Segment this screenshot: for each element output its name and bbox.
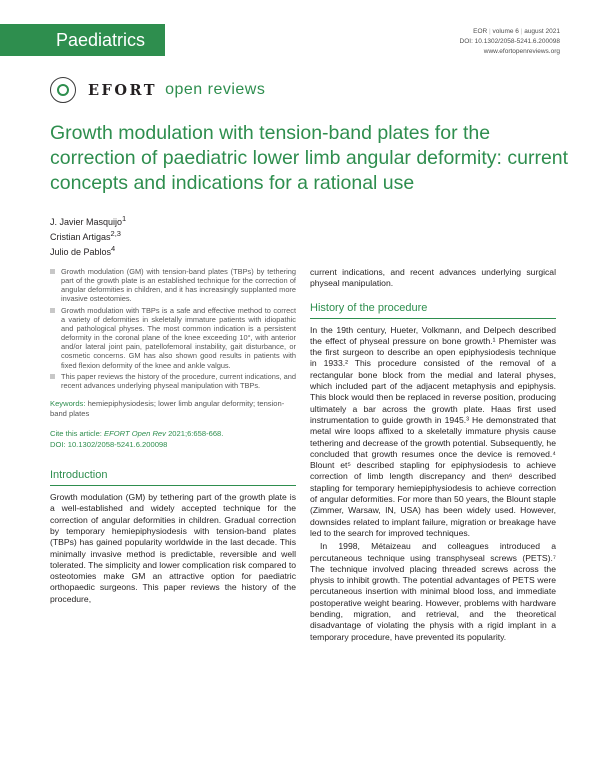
bullet-square-icon [50,269,55,274]
meta-separator: | [520,28,525,35]
journal-date: august 2021 [524,28,560,35]
efort-logo-icon [50,77,76,103]
section-rule [310,318,556,319]
author: Cristian Artigas$^{2,3}$ [50,229,121,242]
header-doi: DOI: 10.1302/2058-5241.6.200098 [459,38,560,45]
cite-details: 2021;6:658-668. [168,429,224,439]
key-point: This paper reviews the history of the procedure, current indications, and recent advances underlying physeal manipulation with TBPs. [50,372,296,390]
history-heading: History of the procedure [310,301,428,314]
keywords [50,399,296,418]
journal-issue-line [460,27,560,37]
introduction-continued: current indications, and recent advances underlying surgical physeal manipulation. [310,267,556,289]
article-title: Growth modulation with tension-band plates for the correction of paediatric lower limb angular deformity: current concepts and indications for a rational use [50,122,569,194]
journal-website: www.efortopenreviews.org [483,48,560,55]
introduction-section [50,468,296,605]
journal-brand [50,77,265,103]
bullet-square-icon [50,308,55,313]
author-list [50,213,126,258]
left-column [50,267,296,605]
cite-prefix: Cite this article: [50,429,102,439]
journal-volume: volume 6 [492,28,519,35]
journal-meta [460,27,560,57]
journal-short: EOR [473,28,488,35]
history-section [310,301,556,643]
cite-doi: DOI: 10.1302/2058-5241.6.200098 [50,439,168,449]
meta-separator: | [489,28,493,35]
brand-efort: EFORT [88,81,158,99]
key-point: Growth modulation with TBPs is a safe and effective method to correct a variety of deformities in skeletally immature patients with idiopathic and pathological physes. The most common indication is a persistent deformity in the coronal plane of the knee exceeding 10°, with anterior and/or lateral joint pain, patellofemoral instability, gait disturbance, or cosmetic concerns. GM has also shown good results in patients with fixed flexion deformity of the knee and ankle valgus. [50,306,296,370]
cite-line [50,429,296,440]
key-point: Growth modulation (GM) with tension-band plates (TBPs) by tethering part of the growth plate is an established technique for the correction of angular deformities in children, and it has increasingly supplanted more invasive osteotomies. [50,267,296,304]
history-paragraph: In the 19th century, Hueter, Volkmann, and Delpech described the effect of physeal pressure on bone growth.¹ Phemister was the first surgeon to describe an open epiphysiodesis technique in 1933.² This procedure consisted of the removal of a rectangular bone block from the medial and lateral physes, which included part of the adjacent metaphysis and epiphysis. This block would then be replaced in reverse position, producing ultimately a bar across the growth plate. Haas first used instrumentation to guide growth in 1945.³ He demonstrated that metal wire loops affixed to a skeletally immature physis cause tethering and decrease of the growth potential. Subsequently, he concluded that growth resumes once the device is removed.⁴ Blount et⁵ described stapling for epiphysiodesis to achieve correction of limb length discrepancy and then⁶ described stapling for temporary hemiepiphysiodesis to achieve correction of angular deformities. For more than 50 years, the Blount staple (Zimmer, Warsaw, IN, USA) has been widely used. However, downsides related to implant failure, migration or breakage have led to the search for improved techniques. [310,324,556,538]
section-tag: Paediatrics [0,24,165,56]
brand-open-reviews: open reviews [165,81,266,98]
author: Julio de Pablos$^4$ [50,244,116,257]
cite-journal: EFORT Open Rev [104,429,166,439]
section-rule [50,485,296,486]
key-points [50,267,296,390]
introduction-heading: Introduction [50,469,108,482]
keywords-text: hemiepiphysiodesis; lower limb angular deformity; tension-band plates [50,399,285,418]
keywords-label: Keywords: [50,399,86,409]
bullet-square-icon [50,374,55,379]
citation [50,429,296,450]
right-column [310,267,556,643]
history-paragraph: In 1998, Métaizeau and colleagues introduced a percutaneous technique using transphyseal screws (PETS).⁷ The technique involved placing threaded screws across the physis to inhibit growth. The potential advantages of PETS were percutaneous insertion with minimal blood loss, and immediate postoperative weight bearing. However, problems with hardware bending, migration, and retrieval, and the theoretical disadvantage of violating the physis with a rigid implant in a temporary procedure, have prevented its popularity. [310,541,556,642]
author: J. Javier Masquijo$^1$ [50,214,127,227]
introduction-text: Growth modulation (GM) by tethering part of the growth plate is a well-established and widely accepted technique for the correction of angular deformities in children. Gradual correction by temporary hemiepiphysiodesis with tension-band plates (TBPs) has gained popularity worldwide in the last decade. This minimally invasive method is predictable, reversible and well tolerated. The simplicity and lower complication risk compared to osteotomies make GM an attractive option for paediatric orthopaedic surgeons. This paper reviews the history of the procedure, [50,492,296,604]
